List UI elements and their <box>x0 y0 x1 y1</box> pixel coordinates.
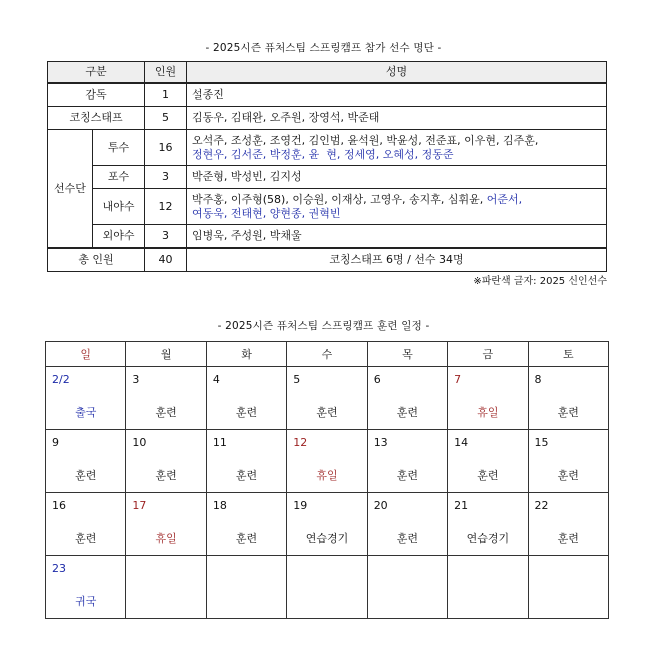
count-coaches: 5 <box>145 107 187 130</box>
weekday-header: 토 <box>528 342 608 367</box>
day-activity: 연습경기 <box>305 532 349 545</box>
weekday-header: 일 <box>46 342 126 367</box>
row-outfield <box>48 225 607 249</box>
day-activity: 훈련 <box>477 469 499 482</box>
day-number: 21 <box>454 499 469 512</box>
names-catcher: 박준형, 박성빈, 김지성 <box>187 166 607 189</box>
label-players-group: 선수단 <box>48 130 93 249</box>
day-number: 8 <box>534 373 542 386</box>
count-pitcher: 16 <box>145 130 187 166</box>
schedule-calendar <box>45 341 609 619</box>
roster-table <box>47 61 607 272</box>
weekday-header: 화 <box>206 342 286 367</box>
label-infield: 내야수 <box>93 189 145 225</box>
calendar-week-row <box>46 556 609 619</box>
calendar-day-cell <box>367 493 447 556</box>
day-number: 23 <box>52 562 66 575</box>
names-pitcher-line2: 정현우, 김서준, 박정훈, 윤 현, 정세영, 오혜성, 정동준 <box>192 147 454 161</box>
day-activity: 훈련 <box>235 532 258 545</box>
weekday-header: 월 <box>126 342 206 367</box>
calendar-day-cell <box>46 367 126 430</box>
label-outfield: 외야수 <box>93 225 145 249</box>
calendar-day-cell <box>46 430 126 493</box>
label-catcher: 포수 <box>93 166 145 189</box>
names-pitcher-line1: 오석주, 조성훈, 조영건, 김인범, 윤석원, 박윤성, 전준표, 이우현, 김주훈, <box>192 133 539 147</box>
day-activity: 훈련 <box>75 469 97 482</box>
label-manager: 감독 <box>48 83 145 107</box>
count-infield: 12 <box>145 189 187 225</box>
weekday-header: 목 <box>367 342 447 367</box>
calendar-day-cell <box>126 556 206 619</box>
day-activity: 훈련 <box>155 469 177 482</box>
count-total: 40 <box>145 248 187 272</box>
header-count: 인원 <box>145 62 187 84</box>
calendar-day-cell <box>287 493 367 556</box>
day-number: 22 <box>534 499 549 512</box>
names-infield <box>187 189 607 225</box>
schedule-title: - 2025시즌 퓨처스팀 스프링캠프 훈련 일정 - <box>217 320 430 332</box>
calendar-day-cell <box>206 367 286 430</box>
calendar-day-cell <box>367 430 447 493</box>
label-coaches: 코칭스태프 <box>48 107 145 130</box>
day-number: 2/2 <box>52 373 70 386</box>
day-number: 6 <box>373 373 381 386</box>
calendar-day-cell <box>126 430 206 493</box>
roster-note: ※파란색 글자: 2025 신인선수 <box>473 276 607 287</box>
names-infield-line2: 여동욱, 전태현, 양현종, 권혁빈 <box>192 206 341 220</box>
label-pitcher: 투수 <box>93 130 145 166</box>
day-number: 10 <box>132 436 147 449</box>
day-number: 5 <box>293 373 301 386</box>
calendar-day-cell <box>126 493 206 556</box>
calendar-day-cell <box>206 556 286 619</box>
calendar-day-cell <box>528 430 608 493</box>
day-number: 18 <box>212 499 227 512</box>
calendar-week-row <box>46 430 609 493</box>
day-number: 12 <box>293 436 308 449</box>
calendar-week-row <box>46 367 609 430</box>
weekday-header: 금 <box>448 342 528 367</box>
names-infield-line1-plain: 박주홍, 이주형(58), 이승원, 이재상, 고영우, 송지후, 심휘윤, <box>192 192 487 206</box>
names-outfield: 임병욱, 주성원, 박채울 <box>187 225 607 249</box>
calendar-day-cell <box>287 430 367 493</box>
day-number: 13 <box>373 436 388 449</box>
names-manager: 설종진 <box>187 83 607 107</box>
calendar-day-cell <box>448 367 528 430</box>
day-number: 3 <box>132 373 140 386</box>
calendar-day-cell <box>126 367 206 430</box>
calendar-day-cell <box>206 430 286 493</box>
day-number: 15 <box>534 436 549 449</box>
day-activity: 훈련 <box>396 532 419 545</box>
names-pitcher <box>187 130 607 166</box>
calendar-day-cell <box>367 556 447 619</box>
calendar-day-cell <box>287 367 367 430</box>
names-infield-line1-new: 어준서, <box>486 192 523 206</box>
calendar-day-cell <box>448 493 528 556</box>
calendar-day-cell <box>46 556 126 619</box>
count-manager: 1 <box>145 83 187 107</box>
day-activity: 휴일 <box>477 406 499 419</box>
day-number: 19 <box>293 499 308 512</box>
day-number: 17 <box>132 499 147 512</box>
roster-title: - 2025시즌 퓨처스팀 스프링캠프 참가 선수 명단 - <box>205 42 442 54</box>
calendar-day-cell <box>367 367 447 430</box>
row-pitcher <box>48 130 607 166</box>
weekday-header: 수 <box>287 342 367 367</box>
day-activity: 훈련 <box>316 406 338 419</box>
calendar-day-cell <box>287 556 367 619</box>
header-names: 성명 <box>187 62 607 84</box>
row-coaches <box>48 107 607 130</box>
row-manager <box>48 83 607 107</box>
day-activity: 출국 <box>75 406 97 419</box>
calendar-day-cell <box>448 556 528 619</box>
header-category: 구분 <box>48 62 145 84</box>
label-total: 총 인원 <box>48 248 145 272</box>
day-number: 14 <box>454 436 469 449</box>
calendar-body <box>46 367 609 619</box>
day-activity: 훈련 <box>557 469 579 482</box>
day-activity: 훈련 <box>396 469 419 482</box>
calendar-day-cell <box>46 493 126 556</box>
day-number: 7 <box>454 373 462 386</box>
calendar-day-cell <box>206 493 286 556</box>
day-number: 16 <box>52 499 66 512</box>
day-activity: 훈련 <box>235 406 258 419</box>
day-activity: 훈련 <box>75 532 97 545</box>
day-activity: 훈련 <box>557 532 579 545</box>
day-activity: 연습경기 <box>466 532 510 545</box>
weekday-header-row <box>46 342 609 367</box>
day-activity: 휴일 <box>316 469 338 482</box>
day-activity: 훈련 <box>396 406 419 419</box>
day-number: 9 <box>52 436 59 449</box>
roster-header-row <box>48 62 607 84</box>
calendar-day-cell <box>528 556 608 619</box>
calendar-day-cell <box>448 430 528 493</box>
day-activity: 훈련 <box>155 406 177 419</box>
row-total <box>48 248 607 272</box>
names-coaches: 김동우, 김태완, 오주원, 장영석, 박준태 <box>187 107 607 130</box>
day-activity: 휴일 <box>155 532 177 545</box>
names-infield-line1 <box>192 193 601 207</box>
day-number: 4 <box>212 373 220 386</box>
row-catcher <box>48 166 607 189</box>
day-activity: 훈련 <box>557 406 579 419</box>
day-activity: 훈련 <box>235 469 258 482</box>
count-outfield: 3 <box>145 225 187 249</box>
day-number: 20 <box>373 499 388 512</box>
names-total: 코칭스태프 6명 / 선수 34명 <box>187 248 607 272</box>
calendar-week-row <box>46 493 609 556</box>
day-number: 11 <box>212 436 227 449</box>
calendar-day-cell <box>528 493 608 556</box>
calendar-day-cell <box>528 367 608 430</box>
day-activity: 귀국 <box>75 595 97 608</box>
row-infield <box>48 189 607 225</box>
count-catcher: 3 <box>145 166 187 189</box>
